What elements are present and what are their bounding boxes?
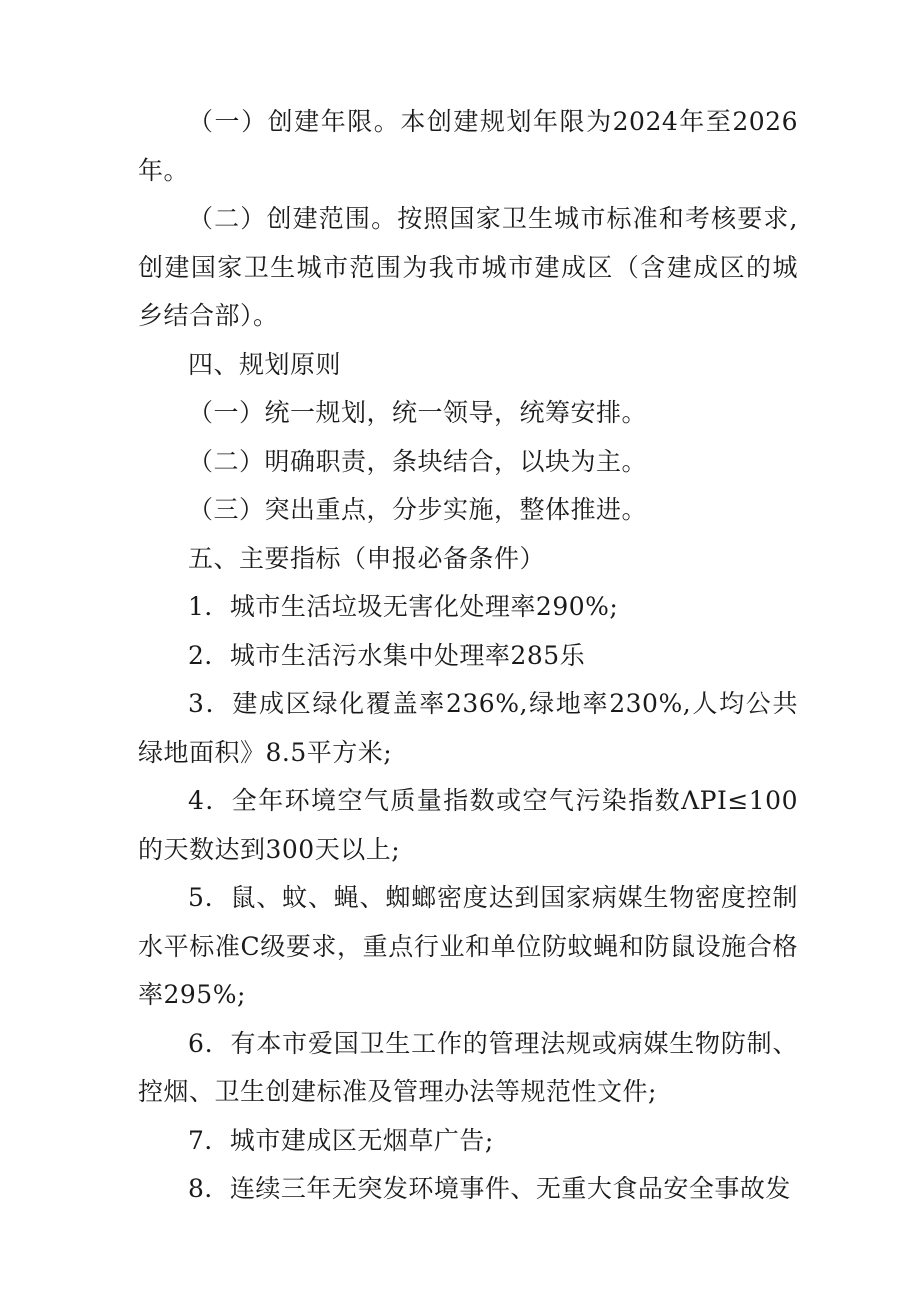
indicator-item-6: 6．有本市爱国卫生工作的管理法规或病媒生物防制、控烟、卫生创建标准及管理办法等规范性文件; [138, 1028, 798, 1106]
indicator-item-4: 4．全年环境空气质量指数或空气污染指数ΛPI≤100的天数达到300天以上; [138, 786, 798, 864]
indicator-item-2: 2．城市生活污水集中处理率285乐 [188, 640, 586, 670]
indicator-item-8: 8．连续三年无突发环境事件、无重大食品安全事故发 [188, 1174, 791, 1203]
indicator-item-3: 3．建成区绿化覆盖率236%,绿地率230%,人均公共绿地面积》8.5平方米; [138, 689, 798, 767]
indicator-item-5: 5．鼠、蚊、蝇、蜘螂密度达到国家病媒生物密度控制水平标准C级要求，重点行业和单位防蚊蝇和防鼠设施合格率295%; [138, 883, 798, 1009]
document-body [138, 98, 798, 1214]
principle-item-3: （三）突出重点，分步实施，整体推进。 [188, 495, 648, 524]
section-heading-main-indicators: 五、主要指标（申报必备条件） [188, 543, 546, 573]
indicator-item-1: 1．城市生活垃圾无害化处理率290%; [188, 592, 619, 621]
section-heading-planning-principles: 四、规划原则 [188, 349, 342, 379]
principle-item-2: （二）明确职责，条块结合，以块为主。 [188, 446, 648, 476]
principle-item-1: （一）统一规划，统一领导，统筹安排。 [188, 398, 648, 427]
indicator-item-7: 7．城市建成区无烟草广告; [188, 1125, 494, 1155]
paragraph-creation-period: （一）创建年限。本创建规划年限为2024年至2026年。 [138, 107, 798, 185]
paragraph-creation-scope: （二）创建范围。按照国家卫生城市标准和考核要求,创建国家卫生城市范围为我市城市建成区（含建成区的城乡结合部）。 [138, 204, 798, 330]
